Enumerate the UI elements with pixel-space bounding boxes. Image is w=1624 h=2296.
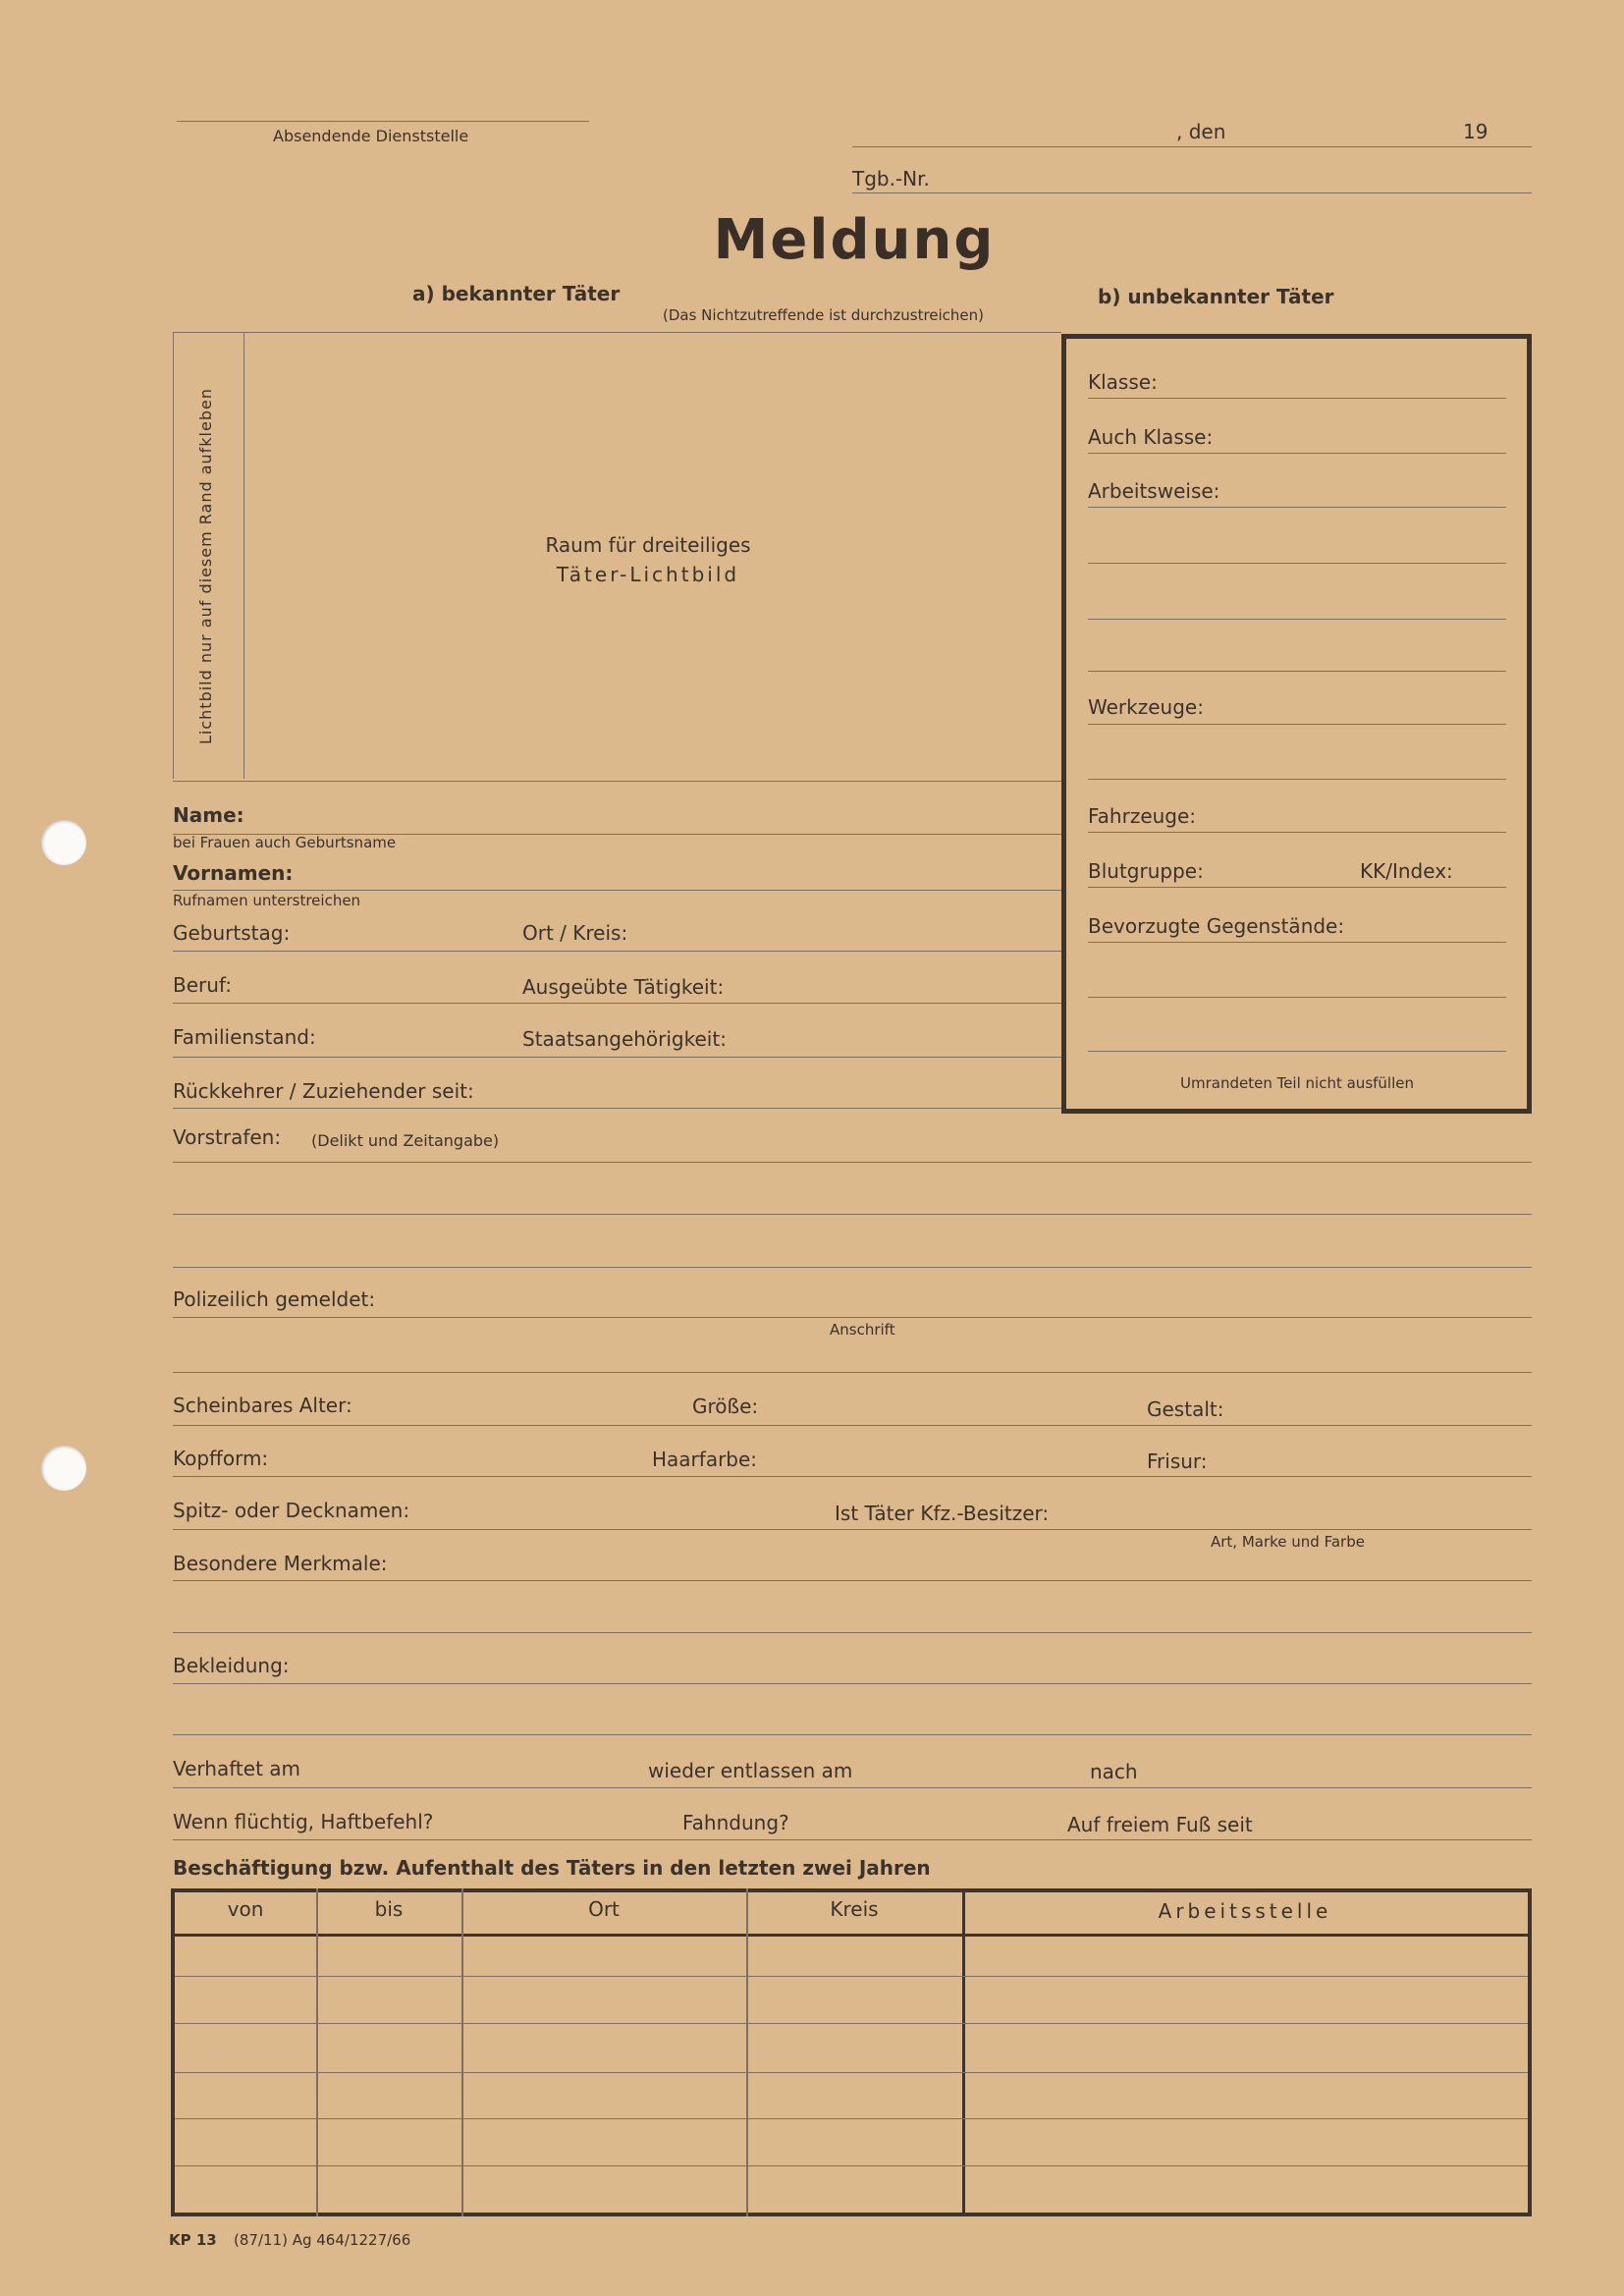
rueckkehrer-label: Rückkehrer / Zuziehender seit: xyxy=(173,1079,474,1103)
name-hint: bei Frauen auch Geburtsname xyxy=(173,834,397,851)
arbeitsweise-line-2[interactable] xyxy=(1088,563,1506,564)
fahndung-label: Fahndung? xyxy=(682,1811,789,1834)
employment-table xyxy=(171,1888,1532,2216)
tgb-label: Tgb.-Nr. xyxy=(852,167,930,191)
alter-line[interactable] xyxy=(173,1425,1532,1426)
year-label: 19 xyxy=(1463,120,1489,143)
sender-label: Absendende Dienststelle xyxy=(273,127,469,145)
fluechtig-line[interactable] xyxy=(173,1839,1532,1840)
werkzeuge-line-1[interactable] xyxy=(1088,724,1506,725)
photo-area-bottom xyxy=(173,781,1061,782)
geburtstag-label: Geburtstag: xyxy=(173,921,291,945)
entlassen-label: wieder entlassen am xyxy=(648,1759,853,1782)
haarfarbe-label: Haarfarbe: xyxy=(652,1448,758,1471)
kopfform-line[interactable] xyxy=(173,1476,1532,1477)
decknamen-line[interactable] xyxy=(173,1529,1532,1530)
vorstrafen-label: Vorstrafen: xyxy=(173,1125,282,1149)
arbeitsweise-label: Arbeitsweise: xyxy=(1088,479,1220,503)
kk-index-label: KK/Index: xyxy=(1360,859,1453,883)
option-known-perpetrator[interactable]: a) bekannter Täter xyxy=(412,282,621,305)
employment-row-line-2[interactable] xyxy=(175,2023,1528,2024)
decknamen-label: Spitz- oder Decknamen: xyxy=(173,1499,410,1522)
verhaftet-label: Verhaftet am xyxy=(173,1757,301,1780)
employment-col-divider-4 xyxy=(962,1888,965,2216)
nach-label: nach xyxy=(1090,1760,1138,1783)
vorstrafen-line-2[interactable] xyxy=(173,1214,1532,1215)
tgb-line[interactable] xyxy=(852,192,1532,193)
punch-hole-bottom xyxy=(41,1446,86,1491)
anschrift-label: Anschrift xyxy=(830,1321,895,1339)
arbeitsweise-line-3[interactable] xyxy=(1088,619,1506,620)
employment-row-line-3[interactable] xyxy=(175,2072,1528,2073)
employment-col-divider-1 xyxy=(316,1888,318,2216)
gestalt-label: Gestalt: xyxy=(1147,1397,1224,1421)
date-line[interactable] xyxy=(852,146,1532,147)
employment-header-rule xyxy=(171,1934,1532,1937)
photo-left-border xyxy=(173,332,174,779)
employment-col-kreis: Kreis xyxy=(830,1897,879,1921)
box-footer-note: Umrandeten Teil nicht ausfüllen xyxy=(1180,1074,1414,1092)
bekleidung-label: Bekleidung: xyxy=(173,1654,290,1677)
vorstrafen-line-3[interactable] xyxy=(173,1267,1532,1268)
option-note: (Das Nichtzutreffende ist durchzustreichen) xyxy=(663,306,985,324)
employment-row-line-4[interactable] xyxy=(175,2118,1528,2119)
kopfform-label: Kopfform: xyxy=(173,1447,269,1470)
form-detail: (87/11) Ag 464/1227/66 xyxy=(234,2231,411,2249)
option-unknown-perpetrator[interactable]: b) unbekannter Täter xyxy=(1098,285,1334,308)
merkmale-line-2[interactable] xyxy=(173,1632,1532,1633)
merkmale-line-1[interactable] xyxy=(173,1580,1532,1581)
bekleidung-line-2[interactable] xyxy=(173,1734,1532,1735)
bekleidung-line-1[interactable] xyxy=(173,1683,1532,1684)
name-label: Name: xyxy=(173,803,244,827)
freier-fuss-label: Auf freiem Fuß seit xyxy=(1067,1813,1253,1836)
page-title: Meldung xyxy=(713,208,996,272)
employment-row-line-5[interactable] xyxy=(175,2165,1528,2166)
employment-title: Beschäftigung bzw. Aufenthalt des Täters in den letzten zwei Jahren xyxy=(173,1856,931,1880)
photo-side-note: Lichtbild nur auf diesem Rand aufkleben xyxy=(196,388,215,744)
beruf-label: Beruf: xyxy=(173,973,232,997)
employment-col-von: von xyxy=(227,1897,264,1921)
vornamen-label: Vornamen: xyxy=(173,861,294,885)
photo-space-line1: Raum für dreiteiliges xyxy=(545,533,751,557)
ort-kreis-label: Ort / Kreis: xyxy=(522,921,628,945)
familienstand-line[interactable] xyxy=(173,1057,1061,1058)
taetigkeit-label: Ausgeübte Tätigkeit: xyxy=(522,975,725,999)
klasse-label: Klasse: xyxy=(1088,370,1158,394)
merkmale-label: Besondere Merkmale: xyxy=(173,1552,388,1575)
gegenstaende-line-3[interactable] xyxy=(1088,1051,1506,1052)
gegenstaende-line-2[interactable] xyxy=(1088,997,1506,998)
employment-col-divider-3 xyxy=(746,1888,748,2216)
rueckkehrer-line[interactable] xyxy=(173,1108,1061,1109)
verhaftet-line[interactable] xyxy=(173,1787,1532,1788)
kfz-hint: Art, Marke und Farbe xyxy=(1211,1533,1365,1551)
punch-hole-top xyxy=(41,820,86,865)
frisur-label: Frisur: xyxy=(1147,1449,1208,1473)
photo-space-label xyxy=(491,530,805,589)
polizeilich-label: Polizeilich gemeldet: xyxy=(173,1287,376,1311)
anschrift-line[interactable] xyxy=(173,1372,1532,1373)
fahrzeuge-label: Fahrzeuge: xyxy=(1088,804,1197,828)
employment-col-arbeitsstelle: Arbeitsstelle xyxy=(1158,1899,1332,1923)
gegenstaende-label: Bevorzugte Gegenstände: xyxy=(1088,914,1345,938)
werkzeuge-line-2[interactable] xyxy=(1088,779,1506,780)
employment-col-bis: bis xyxy=(374,1897,404,1921)
werkzeuge-label: Werkzeuge: xyxy=(1088,695,1204,719)
gegenstaende-line-1[interactable] xyxy=(1088,942,1506,943)
geburtstag-line[interactable] xyxy=(173,951,1061,952)
arbeitsweise-line-4[interactable] xyxy=(1088,671,1506,672)
vornamen-hint: Rufnamen unterstreichen xyxy=(173,892,361,909)
form-code: KP 13 xyxy=(169,2231,217,2249)
alter-label: Scheinbares Alter: xyxy=(173,1394,352,1417)
photo-area-top xyxy=(173,332,1061,333)
auch-klasse-line[interactable] xyxy=(1088,453,1506,454)
blutgruppe-label: Blutgruppe: xyxy=(1088,859,1204,883)
sender-line xyxy=(177,121,589,122)
vorstrafen-hint: (Delikt und Zeitangabe) xyxy=(311,1131,500,1150)
blutgruppe-line[interactable] xyxy=(1088,887,1506,888)
date-label: , den xyxy=(1176,120,1226,143)
employment-row-line-1[interactable] xyxy=(175,1976,1528,1977)
beruf-line[interactable] xyxy=(173,1003,1061,1004)
fahrzeuge-line[interactable] xyxy=(1088,832,1506,833)
groesse-label: Größe: xyxy=(692,1394,759,1418)
vornamen-line[interactable] xyxy=(173,890,1061,891)
photo-space-line2: Täter-Lichtbild xyxy=(556,563,740,586)
kfz-label: Ist Täter Kfz.-Besitzer: xyxy=(835,1502,1050,1525)
employment-col-ort: Ort xyxy=(588,1897,620,1921)
auch-klasse-label: Auch Klasse: xyxy=(1088,425,1214,449)
staatsangehoerigkeit-label: Staatsangehörigkeit: xyxy=(522,1027,727,1051)
klasse-line[interactable] xyxy=(1088,398,1506,399)
arbeitsweise-line-1[interactable] xyxy=(1088,507,1506,508)
fluechtig-label: Wenn flüchtig, Haftbefehl? xyxy=(173,1810,434,1833)
vorstrafen-line-1[interactable] xyxy=(173,1162,1532,1163)
name-line[interactable] xyxy=(173,834,1061,835)
employment-col-divider-2 xyxy=(461,1888,463,2216)
polizeilich-line[interactable] xyxy=(173,1317,1532,1318)
familienstand-label: Familienstand: xyxy=(173,1025,316,1049)
